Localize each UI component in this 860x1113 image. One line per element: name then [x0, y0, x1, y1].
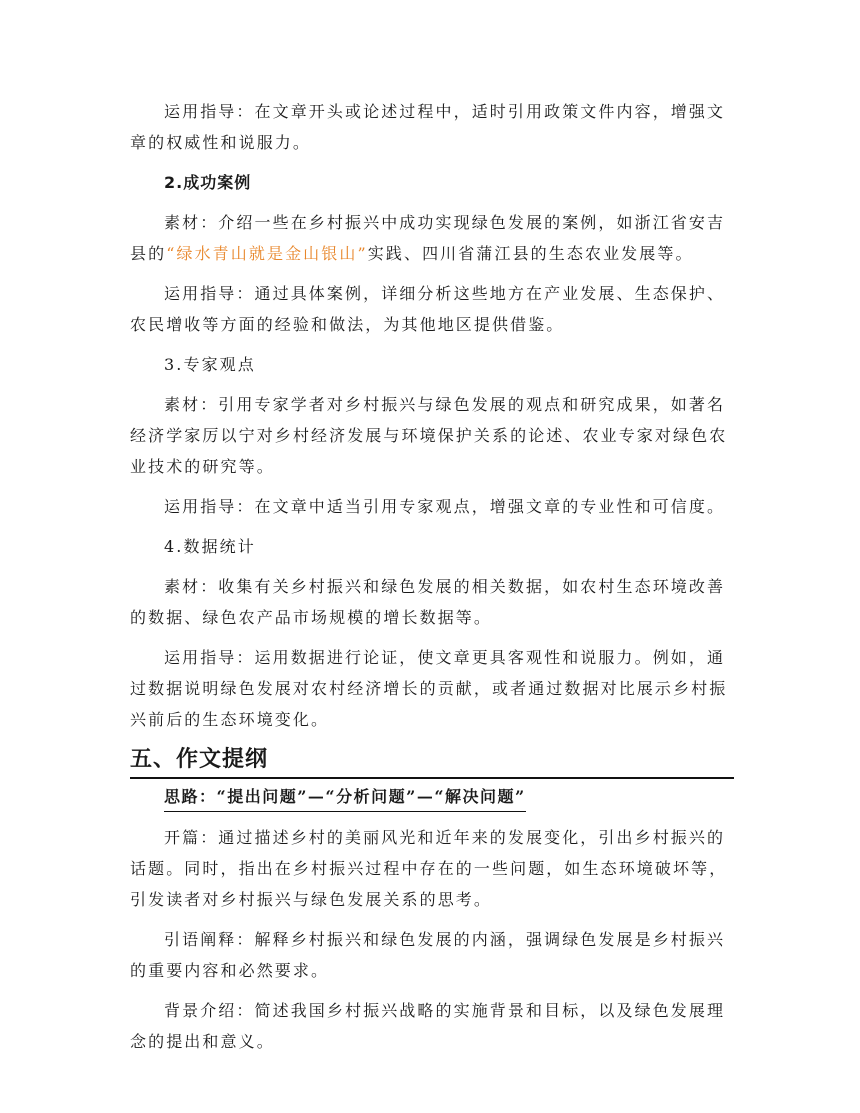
case-material-highlight: “绿水青山就是金山银山”: [166, 244, 368, 263]
expert-material-paragraph: 素材：引用专家学者对乡村振兴与绿色发展的观点和研究成果，如著名经济学家厉以宁对乡村经济发展与环境保护关系的论述、农业专家对绿色农业技术的研究等。: [130, 395, 728, 476]
case-heading: 2.成功案例: [164, 173, 252, 192]
thinking-line: 思路：“提出问题”—“分析问题”—“解决问题”: [164, 783, 526, 812]
opening-paragraph: 开篇：通过描述乡村的美丽风光和近年来的发展变化，引出乡村振兴的话题。同时，指出在乡村振兴过程中存在的一些问题，如生态环境破坏等，引发读者对乡村振兴与绿色发展关系的思考。: [130, 828, 728, 909]
case-material-paragraph: [130, 207, 734, 269]
data-heading: 4.数据统计: [164, 537, 256, 556]
case-usage-paragraph: 运用指导：通过具体案例，详细分析这些地方在产业发展、生态保护、农民增收等方面的经验和做法，为其他地区提供借鉴。: [130, 284, 726, 334]
expert-heading: 3.专家观点: [164, 355, 256, 374]
data-usage-paragraph: 运用指导：运用数据进行论证，使文章更具客观性和说服力。例如，通过数据说明绿色发展对农村经济增长的贡献，或者通过数据对比展示乡村振兴前后的生态环境变化。: [130, 648, 728, 729]
document-content: [130, 96, 734, 1066]
case-material-text: 素材：介绍一些在乡村振兴中成功实现绿色发展的案例，如浙江省安吉县的: [130, 213, 726, 263]
data-material-paragraph: 素材：收集有关乡村振兴和绿色发展的相关数据，如农村生态环境改善的数据、绿色农产品市场规模的增长数据等。: [130, 577, 726, 627]
expert-usage-paragraph: 运用指导：在文章中适当引用专家观点，增强文章的专业性和可信度。: [164, 497, 726, 516]
quote-paragraph: 引语阐释：解释乡村振兴和绿色发展的内涵，强调绿色发展是乡村振兴的重要内容和必然要求。: [130, 930, 726, 980]
policy-usage-paragraph: 运用指导：在文章开头或论述过程中，适时引用政策文件内容，增强文章的权威性和说服力。: [130, 102, 726, 152]
section-heading: 五、作文提纲: [130, 744, 734, 779]
case-material-text-end: 实践、四川省蒲江县的生态农业发展等。: [367, 244, 694, 263]
background-paragraph: 背景介绍：简述我国乡村振兴战略的实施背景和目标，以及绿色发展理念的提出和意义。: [130, 1001, 726, 1051]
